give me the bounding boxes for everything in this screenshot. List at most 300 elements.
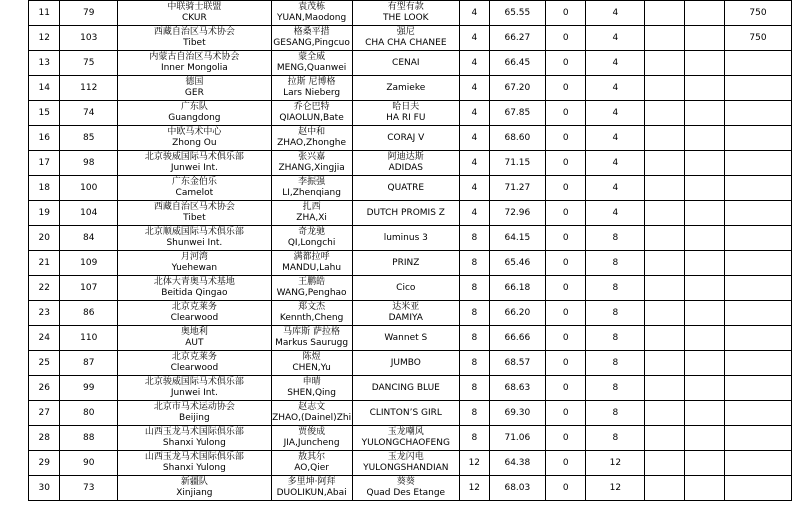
club-cell-en: Shunwei Int. xyxy=(166,238,223,248)
number-cell: 109 xyxy=(60,251,118,276)
horse-cell: PRINZ xyxy=(352,251,459,276)
total-cell: 8 xyxy=(586,401,645,426)
table-row xyxy=(29,251,792,276)
club-cell xyxy=(118,126,272,151)
horse-cell-en: ADIDAS xyxy=(388,163,423,173)
faults-cell: 12 xyxy=(460,476,490,501)
empty-cell xyxy=(645,451,685,476)
table-row xyxy=(29,226,792,251)
prize-cell xyxy=(724,476,791,501)
prize-cell xyxy=(724,401,791,426)
rider-cell-en: YUAN,Maodong xyxy=(276,13,347,23)
table-row xyxy=(29,426,792,451)
rider-cell-zh: 格桑平措 xyxy=(293,27,330,37)
rider-cell-zh: 郑文杰 xyxy=(298,302,326,312)
number-cell: 73 xyxy=(60,476,118,501)
horse-cell: luminus 3 xyxy=(352,226,459,251)
empty-cell xyxy=(685,201,725,226)
time-cell: 66.27 xyxy=(489,26,546,51)
faults-cell: 4 xyxy=(460,151,490,176)
empty-cell xyxy=(685,426,725,451)
table-row xyxy=(29,276,792,301)
empty-cell xyxy=(685,376,725,401)
club-cell xyxy=(118,426,272,451)
club-cell-en: Junwei Int. xyxy=(170,163,218,173)
rank-cell: 12 xyxy=(29,26,60,51)
horse-cell: Wannet S xyxy=(352,326,459,351)
number-cell: 74 xyxy=(60,101,118,126)
time-penalty-cell: 0 xyxy=(546,176,586,201)
time-cell: 68.60 xyxy=(489,126,546,151)
rider-cell-en: AO,Qier xyxy=(294,463,329,473)
rider-cell xyxy=(271,51,352,76)
rider-cell-en: ZHAO,(Dainel)Zhi xyxy=(272,413,352,423)
club-cell xyxy=(118,451,272,476)
club-cell-zh: 北京骏威国际马术俱乐部 xyxy=(144,377,244,387)
club-cell-zh: 西藏自治区马术协会 xyxy=(153,202,235,212)
club-cell xyxy=(118,76,272,101)
horse-cell-en: YULONGCHAOFENG xyxy=(361,438,450,448)
club-cell-zh: 北京克莱务 xyxy=(171,302,217,312)
number-cell: 99 xyxy=(60,376,118,401)
club-cell xyxy=(118,226,272,251)
rider-cell xyxy=(271,226,352,251)
table-row xyxy=(29,26,792,51)
rider-cell-en: QI,Longchi xyxy=(287,238,336,248)
horse-cell: Zamieke xyxy=(352,76,459,101)
faults-cell: 8 xyxy=(460,426,490,451)
time-penalty-cell: 0 xyxy=(546,201,586,226)
rider-cell-en: ZHA,Xi xyxy=(296,213,327,223)
rider-cell xyxy=(271,401,352,426)
club-cell-zh: 山西玉龙马术国际俱乐部 xyxy=(144,427,244,437)
horse-cell xyxy=(352,26,459,51)
table-row xyxy=(29,101,792,126)
empty-cell xyxy=(685,301,725,326)
time-cell: 64.15 xyxy=(489,226,546,251)
time-cell: 67.85 xyxy=(489,101,546,126)
total-cell: 4 xyxy=(586,151,645,176)
club-cell-zh: 新疆队 xyxy=(180,477,208,487)
club-cell-zh: 奥地利 xyxy=(180,327,208,337)
results-body xyxy=(29,1,792,501)
faults-cell: 4 xyxy=(460,201,490,226)
prize-cell xyxy=(724,351,791,376)
time-penalty-cell: 0 xyxy=(546,351,586,376)
faults-cell: 8 xyxy=(460,226,490,251)
number-cell: 90 xyxy=(60,451,118,476)
club-cell-zh: 北京骏威国际马术俱乐部 xyxy=(144,152,244,162)
rider-cell xyxy=(271,101,352,126)
club-cell-zh: 北体大青奥马术基地 xyxy=(153,277,235,287)
horse-cell-zh: 达米亚 xyxy=(392,302,420,312)
time-penalty-cell: 0 xyxy=(546,26,586,51)
time-penalty-cell: 0 xyxy=(546,451,586,476)
number-cell: 84 xyxy=(60,226,118,251)
total-cell: 4 xyxy=(586,26,645,51)
faults-cell: 12 xyxy=(460,451,490,476)
rider-cell xyxy=(271,426,352,451)
rank-cell: 21 xyxy=(29,251,60,276)
time-cell: 71.15 xyxy=(489,151,546,176)
club-cell-zh: 中欧马术中心 xyxy=(167,127,222,137)
club-cell xyxy=(118,251,272,276)
horse-cell: QUATRE xyxy=(352,176,459,201)
empty-cell xyxy=(645,26,685,51)
club-cell xyxy=(118,201,272,226)
time-penalty-cell: 0 xyxy=(546,151,586,176)
empty-cell xyxy=(685,126,725,151)
club-cell xyxy=(118,51,272,76)
total-cell: 8 xyxy=(586,426,645,451)
empty-cell xyxy=(645,176,685,201)
rank-cell: 27 xyxy=(29,401,60,426)
horse-cell-zh: 葵葵 xyxy=(396,477,415,487)
total-cell: 4 xyxy=(586,76,645,101)
prize-cell: 750 xyxy=(724,1,791,26)
table-row xyxy=(29,326,792,351)
prize-cell xyxy=(724,251,791,276)
rank-cell: 16 xyxy=(29,126,60,151)
empty-cell xyxy=(645,351,685,376)
prize-cell xyxy=(724,376,791,401)
rider-cell-zh: 陈煜 xyxy=(302,352,321,362)
club-cell-zh: 月河湾 xyxy=(180,252,208,262)
time-cell: 66.20 xyxy=(489,301,546,326)
rider-cell xyxy=(271,451,352,476)
rank-cell: 14 xyxy=(29,76,60,101)
time-cell: 65.46 xyxy=(489,251,546,276)
prize-cell xyxy=(724,51,791,76)
club-cell-en: AUT xyxy=(185,338,204,348)
time-penalty-cell: 0 xyxy=(546,1,586,26)
empty-cell xyxy=(685,401,725,426)
empty-cell xyxy=(685,176,725,201)
empty-cell xyxy=(685,26,725,51)
rank-cell: 22 xyxy=(29,276,60,301)
time-cell: 67.20 xyxy=(489,76,546,101)
club-cell-zh: 北京顺威国际马术俱乐部 xyxy=(144,227,244,237)
total-cell: 12 xyxy=(586,476,645,501)
table-row xyxy=(29,151,792,176)
club-cell xyxy=(118,326,272,351)
rider-cell-en: SHEN,Qing xyxy=(287,388,336,398)
empty-cell xyxy=(645,276,685,301)
rider-cell-en: Lars Nieberg xyxy=(283,88,341,98)
empty-cell xyxy=(645,151,685,176)
rank-cell: 18 xyxy=(29,176,60,201)
faults-cell: 4 xyxy=(460,126,490,151)
empty-cell xyxy=(645,426,685,451)
horse-cell-en: HA RI FU xyxy=(386,113,426,123)
club-cell-zh: 山西玉龙马术国际俱乐部 xyxy=(144,452,244,462)
horse-cell-zh: 哈日夫 xyxy=(392,102,420,112)
number-cell: 103 xyxy=(60,26,118,51)
faults-cell: 8 xyxy=(460,376,490,401)
rider-cell-en: DUOLIKUN,Abai xyxy=(276,488,347,498)
total-cell: 8 xyxy=(586,301,645,326)
rider-cell xyxy=(271,201,352,226)
empty-cell xyxy=(685,276,725,301)
table-row xyxy=(29,1,792,26)
time-cell: 65.55 xyxy=(489,1,546,26)
rider-cell xyxy=(271,251,352,276)
number-cell: 100 xyxy=(60,176,118,201)
horse-cell xyxy=(352,301,459,326)
number-cell: 87 xyxy=(60,351,118,376)
prize-cell xyxy=(724,301,791,326)
number-cell: 85 xyxy=(60,126,118,151)
horse-cell xyxy=(352,151,459,176)
club-cell-en: Clearwood xyxy=(170,363,219,373)
rider-cell xyxy=(271,301,352,326)
faults-cell: 4 xyxy=(460,176,490,201)
club-cell-en: Shanxi Yulong xyxy=(162,463,226,473)
rider-cell xyxy=(271,326,352,351)
rank-cell: 17 xyxy=(29,151,60,176)
club-cell xyxy=(118,276,272,301)
rider-cell-zh: 乔仑巴特 xyxy=(293,102,330,112)
rank-cell: 30 xyxy=(29,476,60,501)
table-row xyxy=(29,376,792,401)
total-cell: 8 xyxy=(586,351,645,376)
faults-cell: 4 xyxy=(460,51,490,76)
total-cell: 12 xyxy=(586,451,645,476)
time-cell: 71.27 xyxy=(489,176,546,201)
rank-cell: 13 xyxy=(29,51,60,76)
rider-cell-zh: 李振强 xyxy=(298,177,326,187)
club-cell-en: Tibet xyxy=(183,38,206,48)
rider-cell xyxy=(271,476,352,501)
time-cell: 69.30 xyxy=(489,401,546,426)
club-cell-zh: 广东队 xyxy=(180,102,208,112)
empty-cell xyxy=(685,326,725,351)
rider-cell-zh: 张兴嘉 xyxy=(298,152,326,162)
horse-cell-en: Quad Des Etange xyxy=(366,488,446,498)
time-cell: 71.06 xyxy=(489,426,546,451)
time-penalty-cell: 0 xyxy=(546,76,586,101)
club-cell xyxy=(118,376,272,401)
empty-cell xyxy=(645,226,685,251)
empty-cell xyxy=(645,376,685,401)
empty-cell xyxy=(685,476,725,501)
horse-cell-zh: 玉龙闪电 xyxy=(387,452,424,462)
rider-cell xyxy=(271,351,352,376)
total-cell: 4 xyxy=(586,176,645,201)
total-cell: 4 xyxy=(586,51,645,76)
club-cell-en: Zhong Ou xyxy=(172,138,217,148)
rider-cell-en: JIA,Juncheng xyxy=(283,438,340,448)
prize-cell: 750 xyxy=(724,26,791,51)
table-row xyxy=(29,301,792,326)
empty-cell xyxy=(685,51,725,76)
club-cell xyxy=(118,26,272,51)
club-cell-en: Yuehewan xyxy=(171,263,218,273)
empty-cell xyxy=(645,401,685,426)
club-cell-en: Camelot xyxy=(175,188,214,198)
rider-cell xyxy=(271,276,352,301)
rider-cell xyxy=(271,26,352,51)
club-cell-en: Clearwood xyxy=(170,313,219,323)
club-cell-en: Junwei Int. xyxy=(170,388,218,398)
empty-cell xyxy=(645,51,685,76)
table-row xyxy=(29,351,792,376)
number-cell: 110 xyxy=(60,326,118,351)
prize-cell xyxy=(724,76,791,101)
time-penalty-cell: 0 xyxy=(546,476,586,501)
club-cell-en: Beitida Qingao xyxy=(161,288,228,298)
club-cell xyxy=(118,151,272,176)
horse-cell: CLINTON’S GIRL xyxy=(352,401,459,426)
rank-cell: 20 xyxy=(29,226,60,251)
empty-cell xyxy=(685,76,725,101)
horse-cell xyxy=(352,476,459,501)
horse-cell: CORAJ V xyxy=(352,126,459,151)
horse-cell-zh: 有型有款 xyxy=(387,2,424,12)
time-penalty-cell: 0 xyxy=(546,126,586,151)
table-row xyxy=(29,176,792,201)
prize-cell xyxy=(724,151,791,176)
rider-cell-en: Markus Saurugg xyxy=(275,338,349,348)
rider-cell-zh: 申晴 xyxy=(302,377,321,387)
empty-cell xyxy=(685,101,725,126)
faults-cell: 4 xyxy=(460,101,490,126)
horse-cell: DANCING BLUE xyxy=(352,376,459,401)
empty-cell xyxy=(685,226,725,251)
rider-cell xyxy=(271,76,352,101)
club-cell-zh: 北京克莱务 xyxy=(171,352,217,362)
rank-cell: 26 xyxy=(29,376,60,401)
rider-cell-zh: 马库斯 萨拉格 xyxy=(283,327,341,337)
horse-cell-en: THE LOOK xyxy=(383,13,429,23)
total-cell: 8 xyxy=(586,226,645,251)
total-cell: 8 xyxy=(586,326,645,351)
empty-cell xyxy=(645,326,685,351)
rank-cell: 24 xyxy=(29,326,60,351)
rider-cell xyxy=(271,1,352,26)
results-table xyxy=(28,0,792,501)
club-cell-zh: 内蒙古自治区马术协会 xyxy=(149,52,240,62)
club-cell-en: Inner Mongolia xyxy=(160,63,228,73)
number-cell: 80 xyxy=(60,401,118,426)
rider-cell xyxy=(271,151,352,176)
time-cell: 68.57 xyxy=(489,351,546,376)
faults-cell: 4 xyxy=(460,76,490,101)
club-cell xyxy=(118,476,272,501)
club-cell xyxy=(118,301,272,326)
horse-cell: DUTCH PROMIS Z xyxy=(352,201,459,226)
rider-cell-en: CHEN,Yu xyxy=(292,363,331,373)
rider-cell-zh: 奇龙驰 xyxy=(298,227,326,237)
faults-cell: 8 xyxy=(460,251,490,276)
club-cell-zh: 中联骑士联盟 xyxy=(167,2,222,12)
table-row xyxy=(29,76,792,101)
rider-cell-en: Kennth,Cheng xyxy=(279,313,344,323)
time-cell: 66.18 xyxy=(489,276,546,301)
club-cell xyxy=(118,101,272,126)
table-row xyxy=(29,476,792,501)
empty-cell xyxy=(645,126,685,151)
rider-cell-en: QIAOLUN,Bate xyxy=(279,113,344,123)
rank-cell: 25 xyxy=(29,351,60,376)
time-cell: 68.63 xyxy=(489,376,546,401)
total-cell: 8 xyxy=(586,276,645,301)
prize-cell xyxy=(724,226,791,251)
table-row xyxy=(29,51,792,76)
club-cell-en: Tibet xyxy=(183,213,206,223)
prize-cell xyxy=(724,426,791,451)
horse-cell xyxy=(352,451,459,476)
rider-cell-zh: 王鹏皓 xyxy=(298,277,326,287)
prize-cell xyxy=(724,201,791,226)
time-penalty-cell: 0 xyxy=(546,426,586,451)
club-cell-en: Xinjiang xyxy=(176,488,213,498)
horse-cell: Cico xyxy=(352,276,459,301)
time-penalty-cell: 0 xyxy=(546,226,586,251)
time-penalty-cell: 0 xyxy=(546,276,586,301)
faults-cell: 8 xyxy=(460,351,490,376)
rider-cell xyxy=(271,176,352,201)
club-cell-en: Beijing xyxy=(179,413,210,423)
time-cell: 68.03 xyxy=(489,476,546,501)
faults-cell: 8 xyxy=(460,401,490,426)
rider-cell-zh: 蒙全威 xyxy=(298,52,326,62)
number-cell: 86 xyxy=(60,301,118,326)
time-penalty-cell: 0 xyxy=(546,401,586,426)
rider-cell-zh: 敖其尔 xyxy=(298,452,326,462)
rank-cell: 29 xyxy=(29,451,60,476)
club-cell xyxy=(118,176,272,201)
total-cell: 4 xyxy=(586,1,645,26)
rider-cell-zh: 满都拉呼 xyxy=(293,252,330,262)
table-row xyxy=(29,451,792,476)
horse-cell-zh: 阿迪达斯 xyxy=(387,152,424,162)
horse-cell-en: YULONGSHANDIAN xyxy=(363,463,449,473)
number-cell: 79 xyxy=(60,1,118,26)
rider-cell-zh: 多里坤·阿拜 xyxy=(287,477,336,487)
total-cell: 8 xyxy=(586,376,645,401)
number-cell: 107 xyxy=(60,276,118,301)
rider-cell-zh: 赵志文 xyxy=(298,402,326,412)
prize-cell xyxy=(724,276,791,301)
club-cell-en: Shanxi Yulong xyxy=(162,438,226,448)
number-cell: 98 xyxy=(60,151,118,176)
faults-cell: 8 xyxy=(460,276,490,301)
club-cell-en: GER xyxy=(184,88,204,98)
empty-cell xyxy=(685,451,725,476)
rank-cell: 28 xyxy=(29,426,60,451)
horse-cell xyxy=(352,426,459,451)
rank-cell: 23 xyxy=(29,301,60,326)
club-cell-en: CKUR xyxy=(181,13,207,23)
empty-cell xyxy=(645,476,685,501)
total-cell: 8 xyxy=(586,251,645,276)
horse-cell-en: CHA CHA CHANEE xyxy=(365,38,447,48)
rank-cell: 11 xyxy=(29,1,60,26)
rider-cell-en: ZHANG,Xingjia xyxy=(278,163,345,173)
horse-cell-en: DAMIYA xyxy=(388,313,423,323)
horse-cell-zh: 玉龙嘲风 xyxy=(387,427,424,437)
empty-cell xyxy=(645,101,685,126)
club-cell xyxy=(118,1,272,26)
faults-cell: 4 xyxy=(460,26,490,51)
prize-cell xyxy=(724,326,791,351)
empty-cell xyxy=(645,1,685,26)
number-cell: 88 xyxy=(60,426,118,451)
horse-cell-zh: 强尼 xyxy=(396,27,415,37)
horse-cell: CENAI xyxy=(352,51,459,76)
table-row xyxy=(29,401,792,426)
